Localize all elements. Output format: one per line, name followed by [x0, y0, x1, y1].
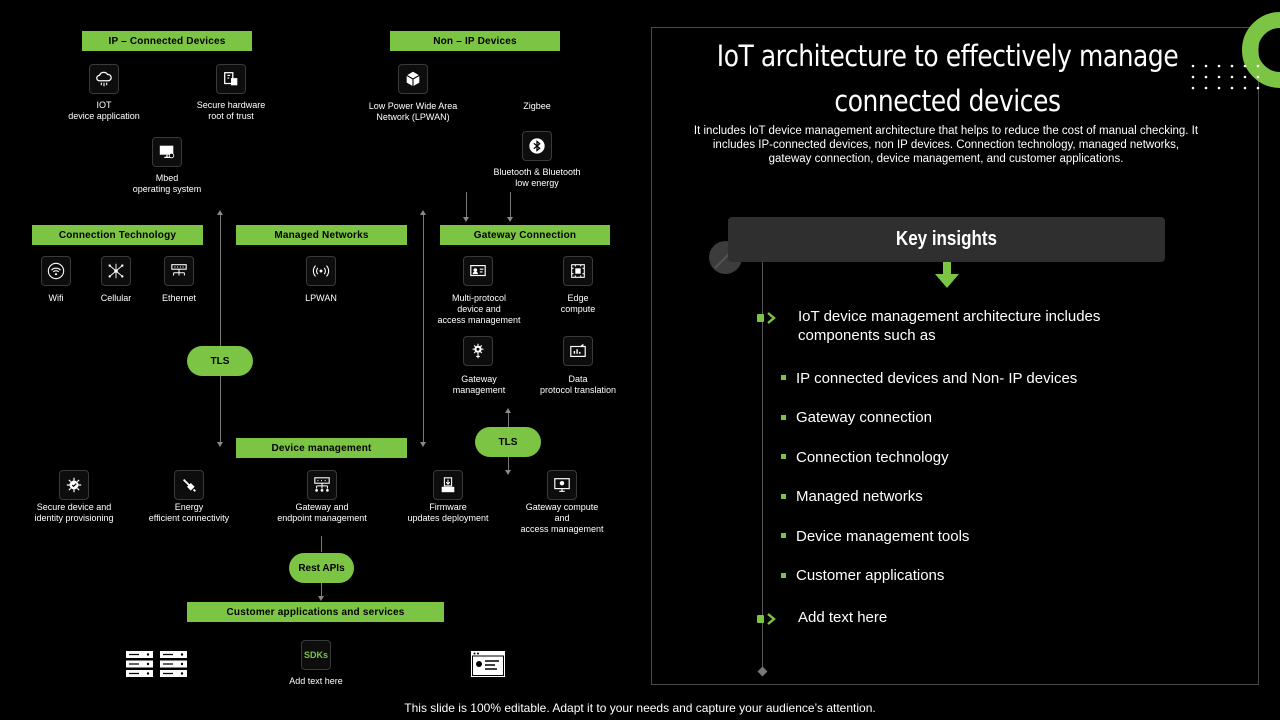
label-secure-hardware: Secure hardware root of trust [196, 100, 266, 121]
label-add-text-diagram: Add text here [289, 676, 343, 686]
header-connection-technology: Connection Technology [32, 225, 203, 245]
data-protocol-icon [563, 336, 593, 366]
decorative-dot-grid [1190, 62, 1262, 92]
secure-device-icon [59, 470, 89, 500]
arrow-line-zigbee [466, 192, 467, 218]
label-gateway-compute: Gateway compute and access management [520, 502, 604, 534]
tls-pill-left: TLS [187, 346, 253, 376]
slide-title: IoT architecture to effectively manage connected devices [716, 39, 1179, 118]
label-edge-compute: Edge compute [560, 293, 596, 314]
bullet-square [781, 375, 786, 380]
arrow-head-up-middle [420, 210, 426, 215]
label-ethernet: Ethernet [161, 293, 197, 303]
sub-point-4: Managed networks [796, 488, 923, 505]
label-cellular: Cellular [100, 293, 132, 303]
bullet-square [781, 533, 786, 538]
cellular-network-icon [101, 256, 131, 286]
energy-plug-icon [174, 470, 204, 500]
chevron-bullet-icon [757, 612, 779, 624]
bullet-square [781, 494, 786, 499]
label-multi-protocol: Multi-protocol device and access management [437, 293, 521, 325]
footer-note: This slide is 100% editable. Adapt it to your needs and capture your audience’s attention. [404, 701, 876, 715]
cloud-rain-icon [89, 64, 119, 94]
server-rack-icon [126, 651, 153, 677]
arrow-line-rest-down [321, 583, 322, 597]
secure-hardware-icon [216, 64, 246, 94]
label-gateway-management: Gateway management [452, 374, 506, 395]
firmware-update-icon [433, 470, 463, 500]
header-customer-applications: Customer applications and services [187, 602, 444, 622]
sub-point-1: IP connected devices and Non- IP devices [796, 370, 1078, 387]
label-mbed-os: Mbed operating system [132, 173, 202, 194]
label-wifi: Wifi [48, 293, 64, 303]
server-rack-icon [160, 651, 187, 677]
label-iot-device-application: IOT device application [68, 100, 140, 121]
gateway-compute-icon [547, 470, 577, 500]
label-energy: Energy efficient connectivity [148, 502, 230, 523]
main-point-text: IoT device management architecture includes components such as [798, 308, 1101, 344]
label-secure-device: Secure device and identity provisioning [34, 502, 114, 523]
arrow-head-bluetooth [507, 217, 513, 222]
ethernet-icon [164, 256, 194, 286]
label-bluetooth: Bluetooth & Bluetooth low energy [493, 167, 581, 188]
arrow-line-rest-up [321, 536, 322, 552]
header-managed-networks: Managed Networks [236, 225, 407, 245]
monitor-gear-icon [152, 137, 182, 167]
label-gateway-endpoint: Gateway and endpoint management [277, 502, 367, 523]
arrow-head-rest-down [318, 596, 324, 601]
last-point-text: Add text here [798, 609, 888, 626]
label-zigbee: Zigbee [523, 101, 551, 111]
endpoint-network-icon [307, 470, 337, 500]
header-non-ip-devices: Non – IP Devices [390, 31, 560, 51]
arrow-head-down-left [217, 442, 223, 447]
slide-description: It includes IoT device management architecture that helps to reduce the cost of manual checking. It includes IP-connected devices, non IP devices. Connection technology, managed networks, gateway connection, device management, and customer applications. [693, 125, 1199, 165]
sub-point-2: Gateway connection [796, 409, 932, 426]
arrow-head-down-middle [420, 442, 426, 447]
key-insights-title: Key insights [895, 228, 998, 250]
label-data-protocol: Data protocol translation [539, 374, 617, 395]
lpwan-signal-icon [306, 256, 336, 286]
bullet-square [781, 573, 786, 578]
arrow-head-tls-down [505, 470, 511, 475]
bullet-square [781, 415, 786, 420]
header-device-management: Device management [236, 438, 407, 458]
sub-point-3: Connection technology [796, 449, 949, 466]
sub-point-6: Customer applications [796, 567, 945, 584]
label-firmware: Firmware updates deployment [407, 502, 489, 523]
sdks-icon [301, 640, 331, 670]
arrow-head-tls-up [505, 408, 511, 413]
browser-window-icon [471, 651, 505, 677]
edge-compute-icon [563, 256, 593, 286]
header-gateway-connection: Gateway Connection [440, 225, 610, 245]
sub-point-5: Device management tools [796, 528, 970, 545]
arrow-head-up-left [217, 210, 223, 215]
tls-pill-right: TLS [475, 427, 541, 457]
arrow-line-bluetooth [510, 192, 511, 218]
arrow-line-left [220, 214, 221, 444]
arrow-line-middle [423, 214, 424, 444]
chevron-bullet-icon [757, 311, 779, 323]
arrow-down-icon [935, 262, 959, 288]
arrow-head-zigbee [463, 217, 469, 222]
header-ip-connected-devices: IP – Connected Devices [82, 31, 252, 51]
access-management-icon [463, 256, 493, 286]
label-lpwan: LPWAN [305, 293, 337, 303]
sdks-label: SDKs [303, 650, 328, 660]
gateway-gear-icon [463, 336, 493, 366]
bullet-square [781, 454, 786, 459]
key-insights-box [728, 217, 1165, 262]
label-lpwan-device: Low Power Wide Area Network (LPWAN) [368, 101, 458, 122]
wifi-icon [41, 256, 71, 286]
bluetooth-icon [522, 131, 552, 161]
cube-icon [398, 64, 428, 94]
rest-apis-pill: Rest APIs [289, 553, 354, 583]
